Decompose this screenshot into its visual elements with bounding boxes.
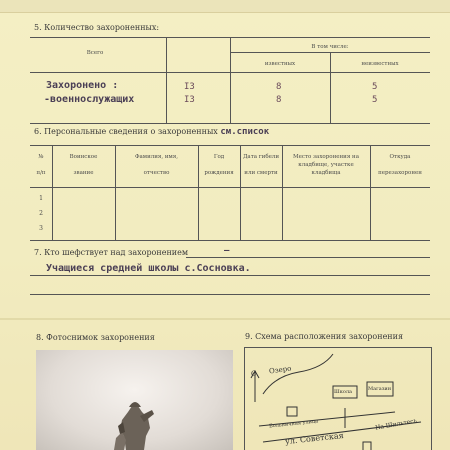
rule — [30, 123, 430, 124]
section6-title-prefix: 6. Персональные сведения о захороненных — [34, 127, 218, 136]
hdr-year-a: Год — [213, 154, 225, 160]
school-label: Школа — [334, 389, 352, 395]
hdr-name-b: отчество — [143, 170, 170, 176]
location-scheme — [244, 347, 432, 450]
section7-answer: Учащиеся средней школы с.Сосновка. — [46, 263, 251, 274]
row-unknown: 5 — [372, 95, 378, 105]
row-label: Захоронено : — [46, 80, 119, 91]
hdr-from-a: Откуда — [389, 154, 411, 160]
rule — [30, 294, 430, 295]
north-label: С — [251, 370, 257, 378]
section8-title: 8. Фотоснимок захоронения — [36, 333, 155, 342]
rule — [230, 52, 430, 53]
road-label: На Шильтесь — [374, 417, 418, 432]
soldier-statue-icon — [36, 350, 233, 450]
col-known: известных — [264, 61, 296, 67]
row-total: I3 — [184, 82, 195, 92]
row-number: 1 — [39, 195, 43, 202]
row-label: -военнослужащих — [44, 94, 135, 105]
hdr-place-c: кладбища — [311, 170, 341, 176]
section6-title — [34, 127, 269, 137]
hdr-place-a: Место захоронения на — [292, 154, 359, 160]
hdr-from-b: перезахоронен — [378, 170, 422, 176]
row-known: 8 — [276, 82, 282, 92]
street-b-label: ул. Советская — [284, 430, 345, 447]
row-unknown: 5 — [372, 82, 378, 92]
hdr-date-b: или смерти — [244, 170, 278, 176]
rule — [30, 72, 430, 73]
section6-title-typed: см.список — [220, 127, 270, 137]
hdr-rank-a: Воинское — [69, 154, 98, 160]
hdr-date-a: Дата гибели — [242, 154, 280, 160]
street-a-label: Больничная улица — [268, 418, 319, 430]
section7-dash: – — [224, 246, 230, 256]
shop-label: Магазин — [368, 386, 392, 392]
rule — [30, 240, 430, 241]
row-number: 2 — [39, 210, 43, 217]
lake-label: Озеро — [268, 364, 292, 376]
col-total: Всего — [86, 50, 104, 56]
row-known: 8 — [276, 95, 282, 105]
hdr-rank-b: звание — [73, 170, 94, 176]
hdr-num-a: № — [38, 154, 44, 160]
memorial-photo — [36, 350, 233, 450]
rule — [30, 275, 430, 276]
hdr-num-b: п/п — [36, 170, 46, 176]
rule — [166, 37, 167, 123]
col-unknown: неизвестных — [361, 61, 399, 67]
section7-title: 7. Кто шефствует над захоронением — [34, 248, 189, 257]
rule — [186, 257, 430, 258]
col-including: В том числе: — [311, 44, 349, 50]
fold-line — [0, 318, 450, 320]
hdr-year-b: рождения — [204, 170, 234, 176]
row-total: I3 — [184, 95, 195, 105]
hdr-name-a: Фамилия, имя, — [134, 154, 179, 160]
row-number: 3 — [39, 225, 43, 232]
section9-title: 9. Схема расположения захоронения — [245, 332, 404, 341]
top-edge — [0, 0, 450, 13]
section5-title: 5. Количество захороненных: — [34, 23, 160, 32]
hdr-place-b: кладбище, участке — [298, 162, 354, 168]
